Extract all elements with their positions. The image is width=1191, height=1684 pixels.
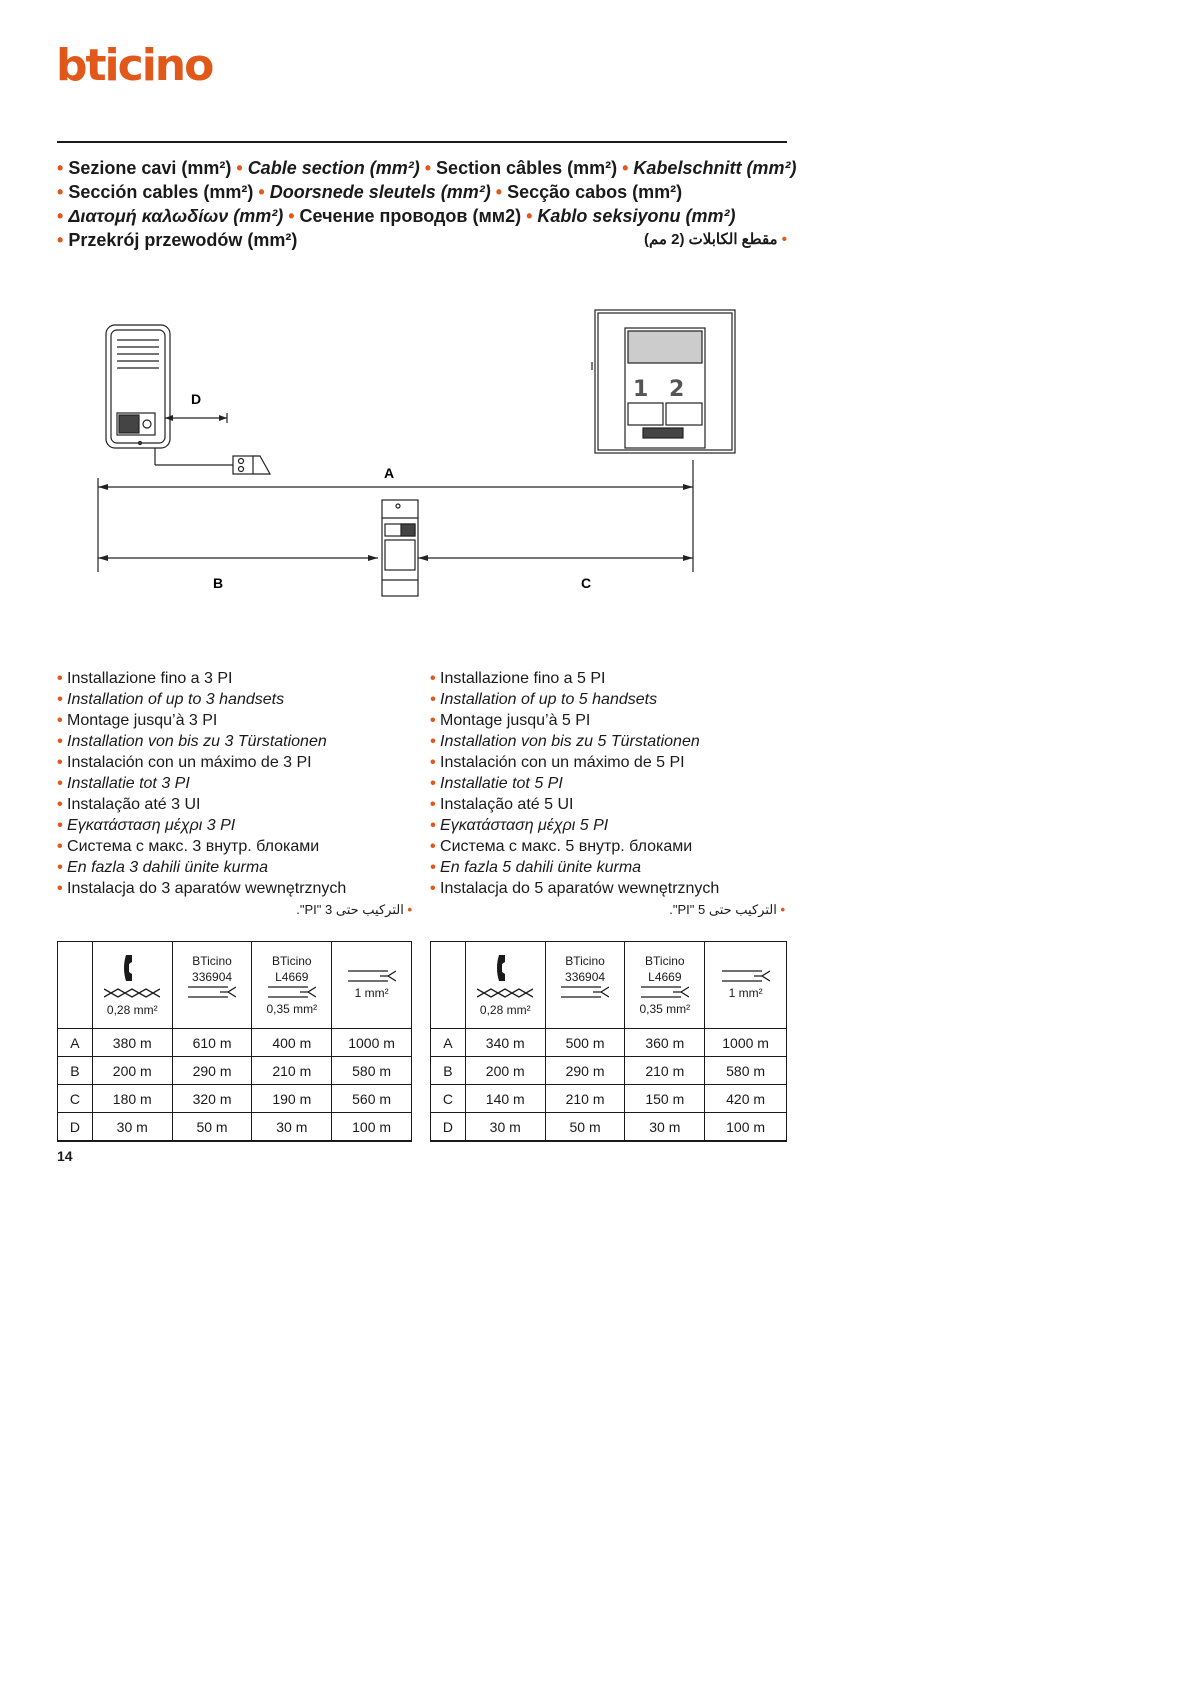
cell: 340 m	[465, 1029, 545, 1057]
cell: 380 m	[92, 1029, 172, 1057]
row-label: A	[431, 1029, 466, 1057]
table-row	[58, 1029, 412, 1057]
list-item: • Instalacja do 5 aparatów wewnętrznych	[430, 880, 720, 897]
list-item: • Installation of up to 3 handsets	[57, 691, 285, 708]
cell: 210 m	[252, 1057, 332, 1085]
entrance-panel-illustration	[106, 325, 170, 448]
svg-text:1: 1	[633, 377, 649, 402]
table-header-twisted: 0,28 mm²	[92, 942, 172, 1029]
cell: 190 m	[252, 1085, 332, 1113]
table-header-empty	[58, 942, 93, 1029]
cell: 30 m	[625, 1113, 705, 1142]
list-item: • Installation of up to 5 handsets	[430, 691, 658, 708]
handset-illustration	[592, 310, 735, 453]
list-right	[430, 668, 790, 920]
list-item: • Installazione fino a 3 PI	[57, 670, 233, 687]
list-item: • En fazla 5 dahili ünite kurma	[430, 859, 642, 876]
cable-section-heading	[57, 156, 797, 252]
cell: 580 m	[332, 1057, 412, 1085]
label-B: B	[213, 575, 224, 591]
table-header-plain: 1 mm²	[332, 942, 412, 1029]
cell: 100 m	[332, 1113, 412, 1142]
cell: 560 m	[332, 1085, 412, 1113]
list-item: • Instalacja do 3 aparatów wewnętrznych	[57, 880, 347, 897]
label-D: D	[191, 391, 202, 407]
table-row	[58, 1085, 412, 1113]
cable-section-arabic: • مقطع الكابلات (2 مم)	[643, 231, 787, 248]
cell: 400 m	[252, 1029, 332, 1057]
list-item-arabic: • التركيب حتى 3 "PI".	[296, 902, 412, 917]
table-row	[58, 1113, 412, 1142]
row-label: C	[431, 1085, 466, 1113]
table-row	[431, 1029, 787, 1057]
cable-icon	[188, 986, 236, 998]
list-item: • Система с макс. 5 внутр. блоками	[430, 838, 693, 855]
cable-icon	[268, 986, 316, 998]
list-item: • Εγκατάσταση μέχρι 3 PI	[57, 817, 236, 834]
list-item: • Installation von bis zu 3 Türstationen	[57, 733, 327, 750]
label-C: C	[581, 575, 592, 591]
list-item: • En fazla 3 dahili ünite kurma	[57, 859, 269, 876]
cell: 140 m	[465, 1085, 545, 1113]
list-item: • Installation von bis zu 5 Türstationen	[430, 733, 700, 750]
list-item-arabic: • التركيب حتى 5 "PI".	[669, 902, 785, 917]
cell: 500 m	[545, 1029, 625, 1057]
table-row	[431, 1057, 787, 1085]
cable-icon	[722, 970, 770, 982]
row-label: B	[58, 1057, 93, 1085]
cell: 50 m	[172, 1113, 252, 1142]
cell: 150 m	[625, 1085, 705, 1113]
list-item: • Installatie tot 5 PI	[430, 775, 563, 792]
row-label: A	[58, 1029, 93, 1057]
distance-table-right	[430, 941, 787, 1142]
cell: 320 m	[172, 1085, 252, 1113]
list-item: • Installatie tot 3 PI	[57, 775, 190, 792]
table-header-l4669: BTicino L4669 0,35 mm²	[625, 942, 705, 1029]
cell: 210 m	[545, 1085, 625, 1113]
cell: 420 m	[705, 1085, 787, 1113]
cell: 610 m	[172, 1029, 252, 1057]
cell: 290 m	[545, 1057, 625, 1085]
list-item: • Instalación con un máximo de 3 PI	[57, 754, 312, 771]
list-item: • Montage jusqu’à 5 PI	[430, 712, 591, 729]
cell: 100 m	[705, 1113, 787, 1142]
phone-icon	[120, 953, 144, 983]
cell: 180 m	[92, 1085, 172, 1113]
cable-section-line-1: • Sezione cavi (mm²) • Cable section (mm²) • Section câbles (mm²) • Kabelschnitt (mm²)	[57, 158, 797, 178]
wiring-diagram	[95, 300, 745, 630]
table-row	[431, 1113, 787, 1142]
cell: 1000 m	[332, 1029, 412, 1057]
distance-table-left	[57, 941, 412, 1142]
svg-text:2: 2	[669, 377, 685, 402]
cable-icon	[641, 986, 689, 998]
cable-icon	[561, 986, 609, 998]
cell: 1000 m	[705, 1029, 787, 1057]
phone-icon	[493, 953, 517, 983]
cell: 290 m	[172, 1057, 252, 1085]
table-header-plain: 1 mm²	[705, 942, 787, 1029]
table-header-336904: BTicino 336904	[172, 942, 252, 1029]
list-item: • Система с макс. 3 внутр. блоками	[57, 838, 320, 855]
row-label: C	[58, 1085, 93, 1113]
cell: 360 m	[625, 1029, 705, 1057]
table-header-l4669: BTicino L4669 0,35 mm²	[252, 942, 332, 1029]
table-header-row	[431, 942, 787, 1029]
cable-section-line-3: • Διατομή καλωδίων (mm²) • Сечение проводов (мм2) • Kablo seksiyonu (mm²)	[57, 206, 736, 226]
list-item: • Instalación con un máximo de 5 PI	[430, 754, 685, 771]
twisted-pair-icon	[104, 987, 160, 999]
row-label: B	[431, 1057, 466, 1085]
cell: 50 m	[545, 1113, 625, 1142]
table-header-336904: BTicino 336904	[545, 942, 625, 1029]
list-item: • Εγκατάσταση μέχρι 5 PI	[430, 817, 609, 834]
lock-illustration	[233, 456, 270, 474]
table-row	[431, 1085, 787, 1113]
table-header-empty	[431, 942, 466, 1029]
list-item: • Installazione fino a 5 PI	[430, 670, 606, 687]
cell: 580 m	[705, 1057, 787, 1085]
list-item: • Instalação até 5 UI	[430, 796, 574, 813]
cable-icon	[348, 970, 396, 982]
cell: 30 m	[252, 1113, 332, 1142]
cell: 210 m	[625, 1057, 705, 1085]
cable-section-line-4: • Przekrój przewodów (mm²) • مقطع الكابلات (2 مم)	[57, 230, 787, 250]
cell: 30 m	[92, 1113, 172, 1142]
twisted-pair-icon	[477, 987, 533, 999]
power-supply-illustration	[382, 500, 418, 596]
list-left	[57, 668, 417, 920]
cell: 30 m	[465, 1113, 545, 1142]
bticino-logo: bticino	[56, 40, 213, 91]
table-row	[58, 1057, 412, 1085]
table-header-twisted: 0,28 mm²	[465, 942, 545, 1029]
row-label: D	[58, 1113, 93, 1142]
label-A: A	[384, 465, 395, 481]
page-number: 14	[57, 1148, 73, 1164]
cable-section-line-2: • Sección cables (mm²) • Doorsnede sleutels (mm²) • Secção cabos (mm²)	[57, 182, 683, 202]
table-header-row	[58, 942, 412, 1029]
list-item: • Montage jusqu’à 3 PI	[57, 712, 218, 729]
cell: 200 m	[465, 1057, 545, 1085]
cell: 200 m	[92, 1057, 172, 1085]
handset-keys-illustration	[633, 377, 684, 402]
list-item: • Instalação até 3 UI	[57, 796, 201, 813]
header-rule	[57, 141, 787, 143]
row-label: D	[431, 1113, 466, 1142]
